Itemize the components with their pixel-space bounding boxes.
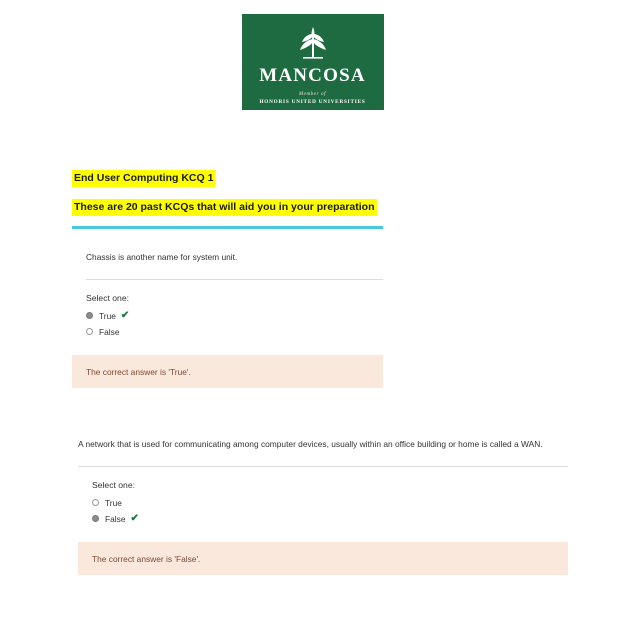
- logo-member-of: Member of: [298, 92, 327, 97]
- option-label-true: True: [105, 497, 122, 508]
- option-label-false: False: [105, 513, 126, 524]
- page-title: End User Computing KCQ 1: [72, 170, 215, 187]
- feedback-text: The correct answer is 'True'.: [86, 366, 191, 377]
- feedback-banner-2: [78, 542, 568, 575]
- radio-true[interactable]: [86, 312, 93, 319]
- mancosa-logo: [242, 14, 384, 110]
- document-headings: [0, 168, 625, 216]
- logo-container: [0, 0, 625, 110]
- radio-false[interactable]: [92, 515, 99, 522]
- page-title-row: [72, 168, 625, 187]
- logo-tagline: HONORIS UNITED UNIVERSITIES: [259, 99, 366, 105]
- question-text: A network that is used for communicating among computer devices, usually within an office building or home is called a WAN.: [78, 439, 543, 449]
- question-block-1: [0, 226, 625, 388]
- select-one-label: Select one:: [86, 293, 129, 303]
- radio-false[interactable]: [86, 328, 93, 335]
- answer-group-1: [72, 280, 383, 337]
- mancosa-tree-icon: [291, 25, 335, 61]
- correct-check-icon: ✔: [130, 512, 139, 524]
- question-body-1: [72, 229, 383, 337]
- select-one-label: Select one:: [92, 480, 135, 490]
- answer-group-2: [78, 467, 568, 524]
- option-label-false: False: [99, 326, 120, 337]
- correct-check-icon: ✔: [120, 309, 130, 321]
- question-block-2: [0, 430, 625, 575]
- question-text: Chassis is another name for system unit.: [86, 252, 238, 262]
- option-label-true: True: [99, 310, 116, 321]
- question-body-2: [78, 430, 568, 524]
- option-row-false[interactable]: [86, 326, 383, 337]
- option-row-true[interactable]: [86, 310, 383, 321]
- option-row-true[interactable]: [92, 497, 568, 508]
- logo-wordmark: MANCOSA: [259, 65, 366, 86]
- radio-true[interactable]: [92, 499, 99, 506]
- feedback-banner-1: [72, 355, 383, 388]
- option-row-false[interactable]: [92, 513, 568, 524]
- feedback-text: The correct answer is 'False'.: [92, 553, 201, 564]
- page-subtitle-row: [72, 197, 625, 216]
- page-subtitle: These are 20 past KCQs that will aid you in your preparation: [72, 199, 377, 216]
